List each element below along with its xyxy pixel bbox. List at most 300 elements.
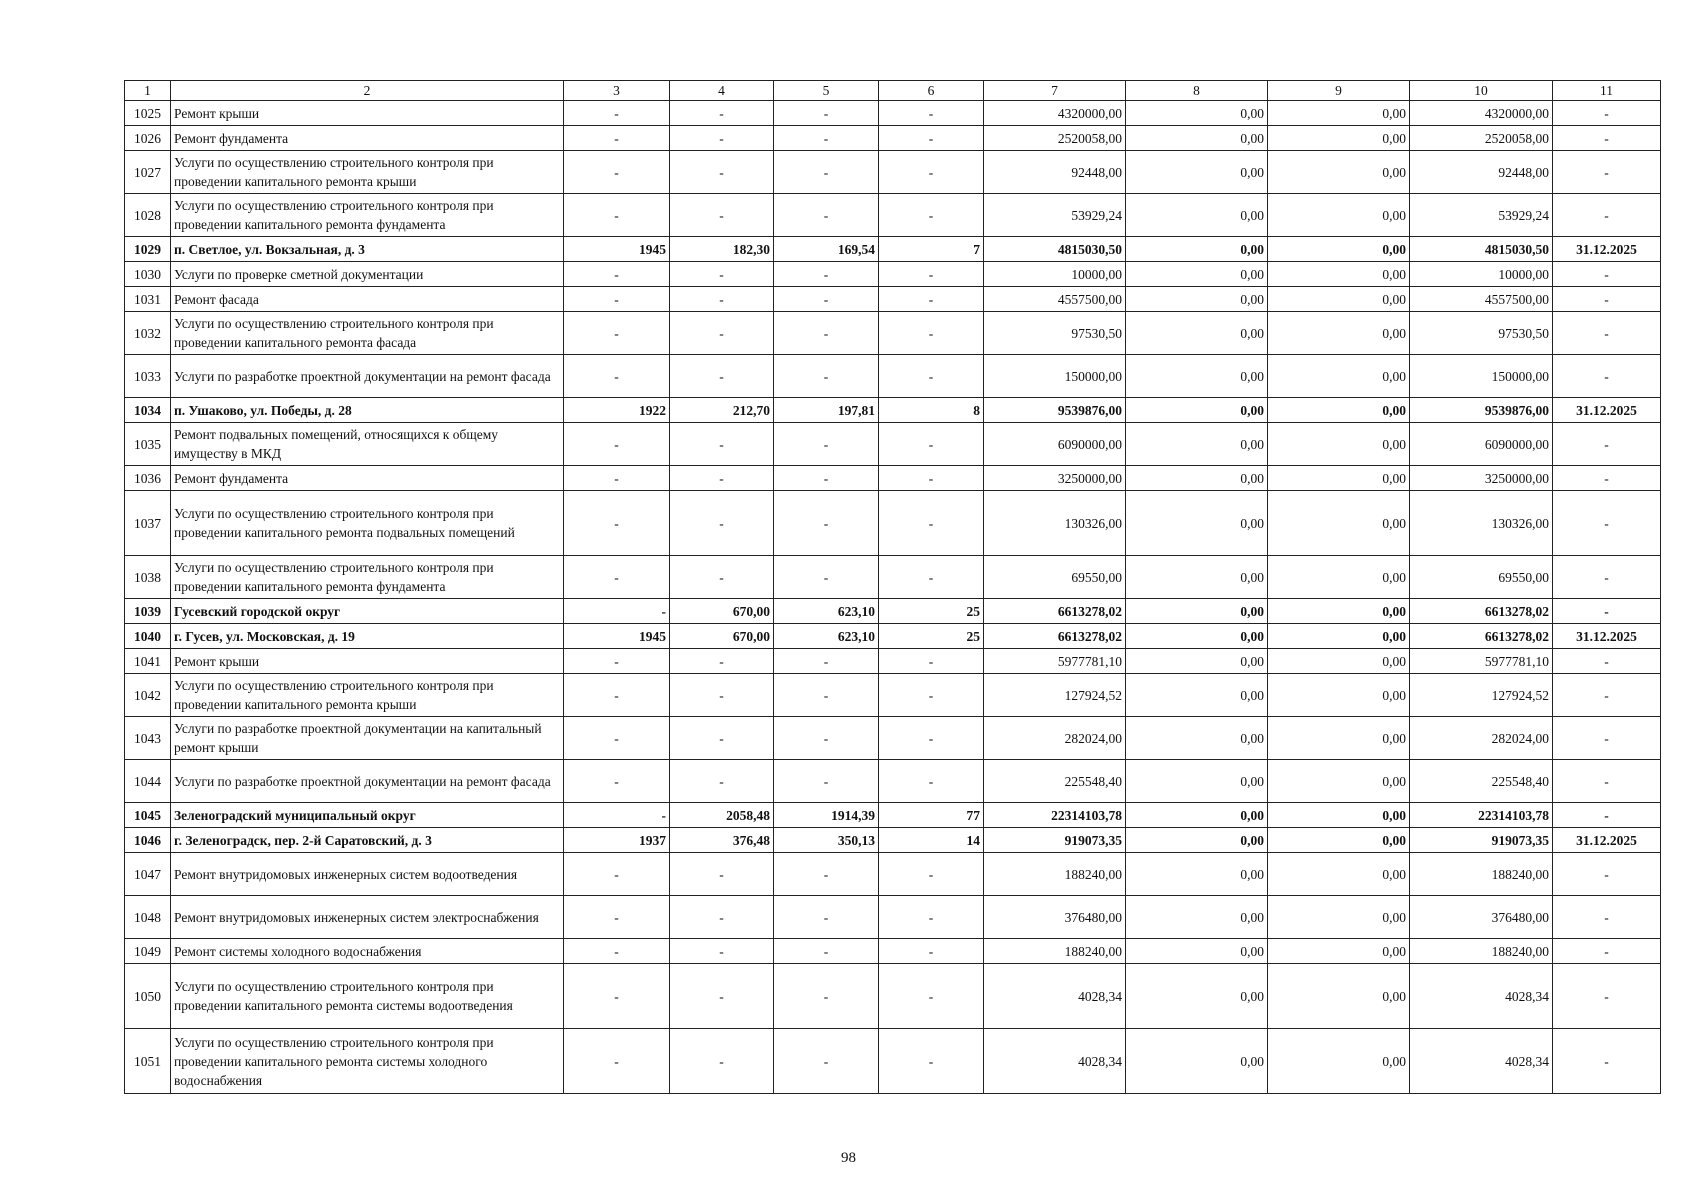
total-cost-cell: 3250000,00 <box>984 466 1126 491</box>
table-row <box>125 237 1661 262</box>
table-row <box>125 1029 1661 1094</box>
owner-cost-cell: 376480,00 <box>1410 896 1553 939</box>
item-name-cell: Ремонт внутридомовых инженерных систем водоотведения <box>171 853 564 896</box>
total-area-cell: 376,48 <box>670 828 774 853</box>
column-header: 4 <box>670 81 774 101</box>
column-header: 9 <box>1268 81 1410 101</box>
deadline-cell: 31.12.2025 <box>1553 624 1661 649</box>
living-area-cell: - <box>774 126 879 151</box>
total-area-cell: - <box>670 262 774 287</box>
residents-cell: - <box>879 760 984 803</box>
owner-cost-cell: 4028,34 <box>1410 1029 1553 1094</box>
deadline-cell: - <box>1553 674 1661 717</box>
total-area-cell: - <box>670 853 774 896</box>
budget-cost-cell: 0,00 <box>1268 126 1410 151</box>
owner-cost-cell: 127924,52 <box>1410 674 1553 717</box>
fund-cost-cell: 0,00 <box>1126 624 1268 649</box>
total-cost-cell: 5977781,10 <box>984 649 1126 674</box>
budget-cost-cell: 0,00 <box>1268 717 1410 760</box>
total-area-cell: - <box>670 151 774 194</box>
year-cell: - <box>564 803 670 828</box>
table-row <box>125 828 1661 853</box>
residents-cell: - <box>879 1029 984 1094</box>
residents-cell: - <box>879 717 984 760</box>
item-name-cell: Зеленоградский муниципальный округ <box>171 803 564 828</box>
year-cell: - <box>564 355 670 398</box>
deadline-cell: - <box>1553 964 1661 1029</box>
budget-cost-cell: 0,00 <box>1268 423 1410 466</box>
deadline-cell: - <box>1553 803 1661 828</box>
residents-cell: - <box>879 151 984 194</box>
residents-cell: 77 <box>879 803 984 828</box>
total-area-cell: - <box>670 491 774 556</box>
deadline-cell: 31.12.2025 <box>1553 237 1661 262</box>
owner-cost-cell: 4815030,50 <box>1410 237 1553 262</box>
table-row <box>125 896 1661 939</box>
budget-cost-cell: 0,00 <box>1268 312 1410 355</box>
living-area-cell: - <box>774 355 879 398</box>
table-row <box>125 649 1661 674</box>
total-cost-cell: 92448,00 <box>984 151 1126 194</box>
total-cost-cell: 4815030,50 <box>984 237 1126 262</box>
budget-cost-cell: 0,00 <box>1268 151 1410 194</box>
item-name-cell: Услуги по проверке сметной документации <box>171 262 564 287</box>
total-area-cell: - <box>670 101 774 126</box>
owner-cost-cell: 10000,00 <box>1410 262 1553 287</box>
total-area-cell: - <box>670 312 774 355</box>
fund-cost-cell: 0,00 <box>1126 466 1268 491</box>
owner-cost-cell: 188240,00 <box>1410 853 1553 896</box>
residents-cell: - <box>879 556 984 599</box>
budget-cost-cell: 0,00 <box>1268 853 1410 896</box>
total-cost-cell: 2520058,00 <box>984 126 1126 151</box>
living-area-cell: 623,10 <box>774 624 879 649</box>
fund-cost-cell: 0,00 <box>1126 237 1268 262</box>
fund-cost-cell: 0,00 <box>1126 717 1268 760</box>
item-name-cell: п. Светлое, ул. Вокзальная, д. 3 <box>171 237 564 262</box>
row-number-cell: 1041 <box>125 649 171 674</box>
item-name-cell: Услуги по осуществлению строительного контроля при проведении капитального ремонта фундамента <box>171 556 564 599</box>
fund-cost-cell: 0,00 <box>1126 964 1268 1029</box>
total-area-cell: - <box>670 760 774 803</box>
fund-cost-cell: 0,00 <box>1126 939 1268 964</box>
year-cell: - <box>564 312 670 355</box>
budget-cost-cell: 0,00 <box>1268 964 1410 1029</box>
owner-cost-cell: 5977781,10 <box>1410 649 1553 674</box>
residents-cell: - <box>879 423 984 466</box>
year-cell: - <box>564 151 670 194</box>
year-cell: 1937 <box>564 828 670 853</box>
deadline-cell: - <box>1553 466 1661 491</box>
item-name-cell: Услуги по осуществлению строительного контроля при проведении капитального ремонта крыши <box>171 674 564 717</box>
item-name-cell: г. Гусев, ул. Московская, д. 19 <box>171 624 564 649</box>
living-area-cell: - <box>774 423 879 466</box>
living-area-cell: - <box>774 491 879 556</box>
year-cell: - <box>564 717 670 760</box>
residents-cell: - <box>879 101 984 126</box>
column-header: 6 <box>879 81 984 101</box>
item-name-cell: Услуги по разработке проектной документации на капитальный ремонт крыши <box>171 717 564 760</box>
owner-cost-cell: 3250000,00 <box>1410 466 1553 491</box>
living-area-cell: - <box>774 896 879 939</box>
owner-cost-cell: 6090000,00 <box>1410 423 1553 466</box>
living-area-cell: - <box>774 760 879 803</box>
fund-cost-cell: 0,00 <box>1126 287 1268 312</box>
total-cost-cell: 188240,00 <box>984 853 1126 896</box>
year-cell: - <box>564 126 670 151</box>
deadline-cell: - <box>1553 556 1661 599</box>
deadline-cell: - <box>1553 423 1661 466</box>
deadline-cell: - <box>1553 599 1661 624</box>
owner-cost-cell: 97530,50 <box>1410 312 1553 355</box>
row-number-cell: 1031 <box>125 287 171 312</box>
budget-cost-cell: 0,00 <box>1268 262 1410 287</box>
residents-cell: 14 <box>879 828 984 853</box>
row-number-cell: 1051 <box>125 1029 171 1094</box>
owner-cost-cell: 22314103,78 <box>1410 803 1553 828</box>
budget-cost-cell: 0,00 <box>1268 599 1410 624</box>
table-header <box>125 81 1661 101</box>
residents-cell: - <box>879 355 984 398</box>
fund-cost-cell: 0,00 <box>1126 312 1268 355</box>
deadline-cell: - <box>1553 262 1661 287</box>
item-name-cell: п. Ушаково, ул. Победы, д. 28 <box>171 398 564 423</box>
row-number-cell: 1044 <box>125 760 171 803</box>
column-header: 10 <box>1410 81 1553 101</box>
table-row <box>125 717 1661 760</box>
fund-cost-cell: 0,00 <box>1126 760 1268 803</box>
budget-cost-cell: 0,00 <box>1268 194 1410 237</box>
total-cost-cell: 4028,34 <box>984 1029 1126 1094</box>
item-name-cell: Услуги по осуществлению строительного контроля при проведении капитального ремонта крыши <box>171 151 564 194</box>
total-area-cell: 212,70 <box>670 398 774 423</box>
owner-cost-cell: 225548,40 <box>1410 760 1553 803</box>
fund-cost-cell: 0,00 <box>1126 556 1268 599</box>
year-cell: 1922 <box>564 398 670 423</box>
budget-cost-cell: 0,00 <box>1268 896 1410 939</box>
owner-cost-cell: 92448,00 <box>1410 151 1553 194</box>
row-number-cell: 1043 <box>125 717 171 760</box>
year-cell: 1945 <box>564 237 670 262</box>
residents-cell: 8 <box>879 398 984 423</box>
residents-cell: 7 <box>879 237 984 262</box>
fund-cost-cell: 0,00 <box>1126 126 1268 151</box>
table-row <box>125 355 1661 398</box>
table-row <box>125 151 1661 194</box>
total-area-cell: - <box>670 423 774 466</box>
table-row <box>125 466 1661 491</box>
total-area-cell: - <box>670 287 774 312</box>
deadline-cell: - <box>1553 649 1661 674</box>
total-cost-cell: 22314103,78 <box>984 803 1126 828</box>
item-name-cell: Ремонт внутридомовых инженерных систем электроснабжения <box>171 896 564 939</box>
year-cell: 1945 <box>564 624 670 649</box>
residents-cell: - <box>879 466 984 491</box>
item-name-cell: Услуги по разработке проектной документации на ремонт фасада <box>171 355 564 398</box>
total-cost-cell: 150000,00 <box>984 355 1126 398</box>
year-cell: - <box>564 964 670 1029</box>
year-cell: - <box>564 287 670 312</box>
item-name-cell: Гусевский городской округ <box>171 599 564 624</box>
deadline-cell: - <box>1553 1029 1661 1094</box>
document-page <box>124 80 1660 1094</box>
row-number-cell: 1034 <box>125 398 171 423</box>
total-cost-cell: 188240,00 <box>984 939 1126 964</box>
year-cell: - <box>564 262 670 287</box>
table-row <box>125 674 1661 717</box>
deadline-cell: - <box>1553 126 1661 151</box>
fund-cost-cell: 0,00 <box>1126 896 1268 939</box>
total-cost-cell: 6613278,02 <box>984 599 1126 624</box>
total-area-cell: - <box>670 466 774 491</box>
residents-cell: - <box>879 194 984 237</box>
budget-cost-cell: 0,00 <box>1268 624 1410 649</box>
total-area-cell: - <box>670 355 774 398</box>
item-name-cell: Услуги по осуществлению строительного контроля при проведении капитального ремонта системы холодного водоснабжения <box>171 1029 564 1094</box>
total-cost-cell: 127924,52 <box>984 674 1126 717</box>
total-cost-cell: 919073,35 <box>984 828 1126 853</box>
column-header: 11 <box>1553 81 1661 101</box>
item-name-cell: Услуги по осуществлению строительного контроля при проведении капитального ремонта системы водоотведения <box>171 964 564 1029</box>
total-cost-cell: 69550,00 <box>984 556 1126 599</box>
deadline-cell: - <box>1553 312 1661 355</box>
row-number-cell: 1027 <box>125 151 171 194</box>
living-area-cell: - <box>774 556 879 599</box>
total-cost-cell: 4557500,00 <box>984 287 1126 312</box>
living-area-cell: - <box>774 649 879 674</box>
item-name-cell: Услуги по осуществлению строительного контроля при проведении капитального ремонта фасада <box>171 312 564 355</box>
fund-cost-cell: 0,00 <box>1126 355 1268 398</box>
fund-cost-cell: 0,00 <box>1126 674 1268 717</box>
owner-cost-cell: 282024,00 <box>1410 717 1553 760</box>
budget-cost-cell: 0,00 <box>1268 1029 1410 1094</box>
budget-cost-cell: 0,00 <box>1268 237 1410 262</box>
row-number-cell: 1033 <box>125 355 171 398</box>
year-cell: - <box>564 194 670 237</box>
owner-cost-cell: 4320000,00 <box>1410 101 1553 126</box>
fund-cost-cell: 0,00 <box>1126 599 1268 624</box>
row-number-cell: 1040 <box>125 624 171 649</box>
total-cost-cell: 4320000,00 <box>984 101 1126 126</box>
living-area-cell: - <box>774 151 879 194</box>
budget-cost-cell: 0,00 <box>1268 803 1410 828</box>
table-row <box>125 126 1661 151</box>
deadline-cell: - <box>1553 939 1661 964</box>
total-cost-cell: 6613278,02 <box>984 624 1126 649</box>
table-row <box>125 964 1661 1029</box>
total-area-cell: 670,00 <box>670 599 774 624</box>
row-number-cell: 1049 <box>125 939 171 964</box>
living-area-cell: 169,54 <box>774 237 879 262</box>
row-number-cell: 1025 <box>125 101 171 126</box>
total-area-cell: 2058,48 <box>670 803 774 828</box>
total-cost-cell: 225548,40 <box>984 760 1126 803</box>
total-cost-cell: 6090000,00 <box>984 423 1126 466</box>
owner-cost-cell: 2520058,00 <box>1410 126 1553 151</box>
table-row <box>125 939 1661 964</box>
fund-cost-cell: 0,00 <box>1126 262 1268 287</box>
total-cost-cell: 9539876,00 <box>984 398 1126 423</box>
residents-cell: 25 <box>879 624 984 649</box>
residents-cell: - <box>879 964 984 1029</box>
total-area-cell: - <box>670 674 774 717</box>
residents-cell: - <box>879 126 984 151</box>
row-number-cell: 1042 <box>125 674 171 717</box>
column-header: 7 <box>984 81 1126 101</box>
owner-cost-cell: 188240,00 <box>1410 939 1553 964</box>
total-area-cell: - <box>670 126 774 151</box>
residents-cell: 25 <box>879 599 984 624</box>
residents-cell: - <box>879 262 984 287</box>
owner-cost-cell: 4557500,00 <box>1410 287 1553 312</box>
year-cell: - <box>564 423 670 466</box>
deadline-cell: - <box>1553 853 1661 896</box>
table-row <box>125 760 1661 803</box>
column-header: 1 <box>125 81 171 101</box>
total-cost-cell: 376480,00 <box>984 896 1126 939</box>
budget-cost-cell: 0,00 <box>1268 674 1410 717</box>
living-area-cell: 623,10 <box>774 599 879 624</box>
table-row <box>125 312 1661 355</box>
year-cell: - <box>564 101 670 126</box>
table-row <box>125 398 1661 423</box>
residents-cell: - <box>879 853 984 896</box>
item-name-cell: Услуги по осуществлению строительного контроля при проведении капитального ремонта фундамента <box>171 194 564 237</box>
total-area-cell: - <box>670 964 774 1029</box>
deadline-cell: - <box>1553 355 1661 398</box>
column-header: 3 <box>564 81 670 101</box>
budget-cost-cell: 0,00 <box>1268 466 1410 491</box>
owner-cost-cell: 9539876,00 <box>1410 398 1553 423</box>
column-number-row <box>125 81 1661 101</box>
total-cost-cell: 53929,24 <box>984 194 1126 237</box>
living-area-cell: - <box>774 853 879 896</box>
row-number-cell: 1029 <box>125 237 171 262</box>
row-number-cell: 1039 <box>125 599 171 624</box>
row-number-cell: 1047 <box>125 853 171 896</box>
row-number-cell: 1026 <box>125 126 171 151</box>
item-name-cell: г. Зеленоградск, пер. 2-й Саратовский, д. 3 <box>171 828 564 853</box>
total-area-cell: - <box>670 194 774 237</box>
living-area-cell: - <box>774 939 879 964</box>
total-cost-cell: 130326,00 <box>984 491 1126 556</box>
fund-cost-cell: 0,00 <box>1126 803 1268 828</box>
owner-cost-cell: 6613278,02 <box>1410 599 1553 624</box>
residents-cell: - <box>879 674 984 717</box>
budget-cost-cell: 0,00 <box>1268 828 1410 853</box>
table-row <box>125 556 1661 599</box>
year-cell: - <box>564 674 670 717</box>
fund-cost-cell: 0,00 <box>1126 151 1268 194</box>
table-row <box>125 599 1661 624</box>
row-number-cell: 1050 <box>125 964 171 1029</box>
fund-cost-cell: 0,00 <box>1126 398 1268 423</box>
fund-cost-cell: 0,00 <box>1126 491 1268 556</box>
owner-cost-cell: 53929,24 <box>1410 194 1553 237</box>
item-name-cell: Ремонт крыши <box>171 649 564 674</box>
row-number-cell: 1038 <box>125 556 171 599</box>
row-number-cell: 1032 <box>125 312 171 355</box>
item-name-cell: Услуги по осуществлению строительного контроля при проведении капитального ремонта подвальных помещений <box>171 491 564 556</box>
item-name-cell: Услуги по разработке проектной документации на ремонт фасада <box>171 760 564 803</box>
deadline-cell: - <box>1553 896 1661 939</box>
year-cell: - <box>564 939 670 964</box>
living-area-cell: - <box>774 674 879 717</box>
year-cell: - <box>564 853 670 896</box>
fund-cost-cell: 0,00 <box>1126 1029 1268 1094</box>
living-area-cell: - <box>774 287 879 312</box>
owner-cost-cell: 6613278,02 <box>1410 624 1553 649</box>
total-area-cell: 182,30 <box>670 237 774 262</box>
total-area-cell: - <box>670 649 774 674</box>
item-name-cell: Ремонт подвальных помещений, относящихся к общему имуществу в МКД <box>171 423 564 466</box>
capital-repair-table <box>124 80 1661 1094</box>
table-row <box>125 803 1661 828</box>
residents-cell: - <box>879 939 984 964</box>
year-cell: - <box>564 760 670 803</box>
residents-cell: - <box>879 491 984 556</box>
row-number-cell: 1028 <box>125 194 171 237</box>
living-area-cell: - <box>774 101 879 126</box>
row-number-cell: 1035 <box>125 423 171 466</box>
total-area-cell: 670,00 <box>670 624 774 649</box>
total-cost-cell: 10000,00 <box>984 262 1126 287</box>
item-name-cell: Ремонт фундамента <box>171 466 564 491</box>
living-area-cell: - <box>774 194 879 237</box>
fund-cost-cell: 0,00 <box>1126 194 1268 237</box>
living-area-cell: - <box>774 262 879 287</box>
deadline-cell: - <box>1553 287 1661 312</box>
budget-cost-cell: 0,00 <box>1268 287 1410 312</box>
owner-cost-cell: 919073,35 <box>1410 828 1553 853</box>
living-area-cell: - <box>774 717 879 760</box>
year-cell: - <box>564 466 670 491</box>
deadline-cell: - <box>1553 717 1661 760</box>
fund-cost-cell: 0,00 <box>1126 828 1268 853</box>
fund-cost-cell: 0,00 <box>1126 853 1268 896</box>
table-row <box>125 853 1661 896</box>
year-cell: - <box>564 1029 670 1094</box>
row-number-cell: 1046 <box>125 828 171 853</box>
row-number-cell: 1037 <box>125 491 171 556</box>
living-area-cell: - <box>774 1029 879 1094</box>
table-row <box>125 101 1661 126</box>
total-cost-cell: 282024,00 <box>984 717 1126 760</box>
total-area-cell: - <box>670 1029 774 1094</box>
item-name-cell: Ремонт системы холодного водоснабжения <box>171 939 564 964</box>
residents-cell: - <box>879 896 984 939</box>
living-area-cell: - <box>774 964 879 1029</box>
fund-cost-cell: 0,00 <box>1126 101 1268 126</box>
deadline-cell: - <box>1553 760 1661 803</box>
budget-cost-cell: 0,00 <box>1268 939 1410 964</box>
column-header: 8 <box>1126 81 1268 101</box>
row-number-cell: 1036 <box>125 466 171 491</box>
deadline-cell: - <box>1553 491 1661 556</box>
row-number-cell: 1048 <box>125 896 171 939</box>
row-number-cell: 1030 <box>125 262 171 287</box>
table-row <box>125 624 1661 649</box>
item-name-cell: Ремонт фасада <box>171 287 564 312</box>
deadline-cell: 31.12.2025 <box>1553 398 1661 423</box>
item-name-cell: Ремонт крыши <box>171 101 564 126</box>
living-area-cell: 1914,39 <box>774 803 879 828</box>
owner-cost-cell: 130326,00 <box>1410 491 1553 556</box>
total-area-cell: - <box>670 896 774 939</box>
column-header: 2 <box>171 81 564 101</box>
living-area-cell: 350,13 <box>774 828 879 853</box>
budget-cost-cell: 0,00 <box>1268 649 1410 674</box>
